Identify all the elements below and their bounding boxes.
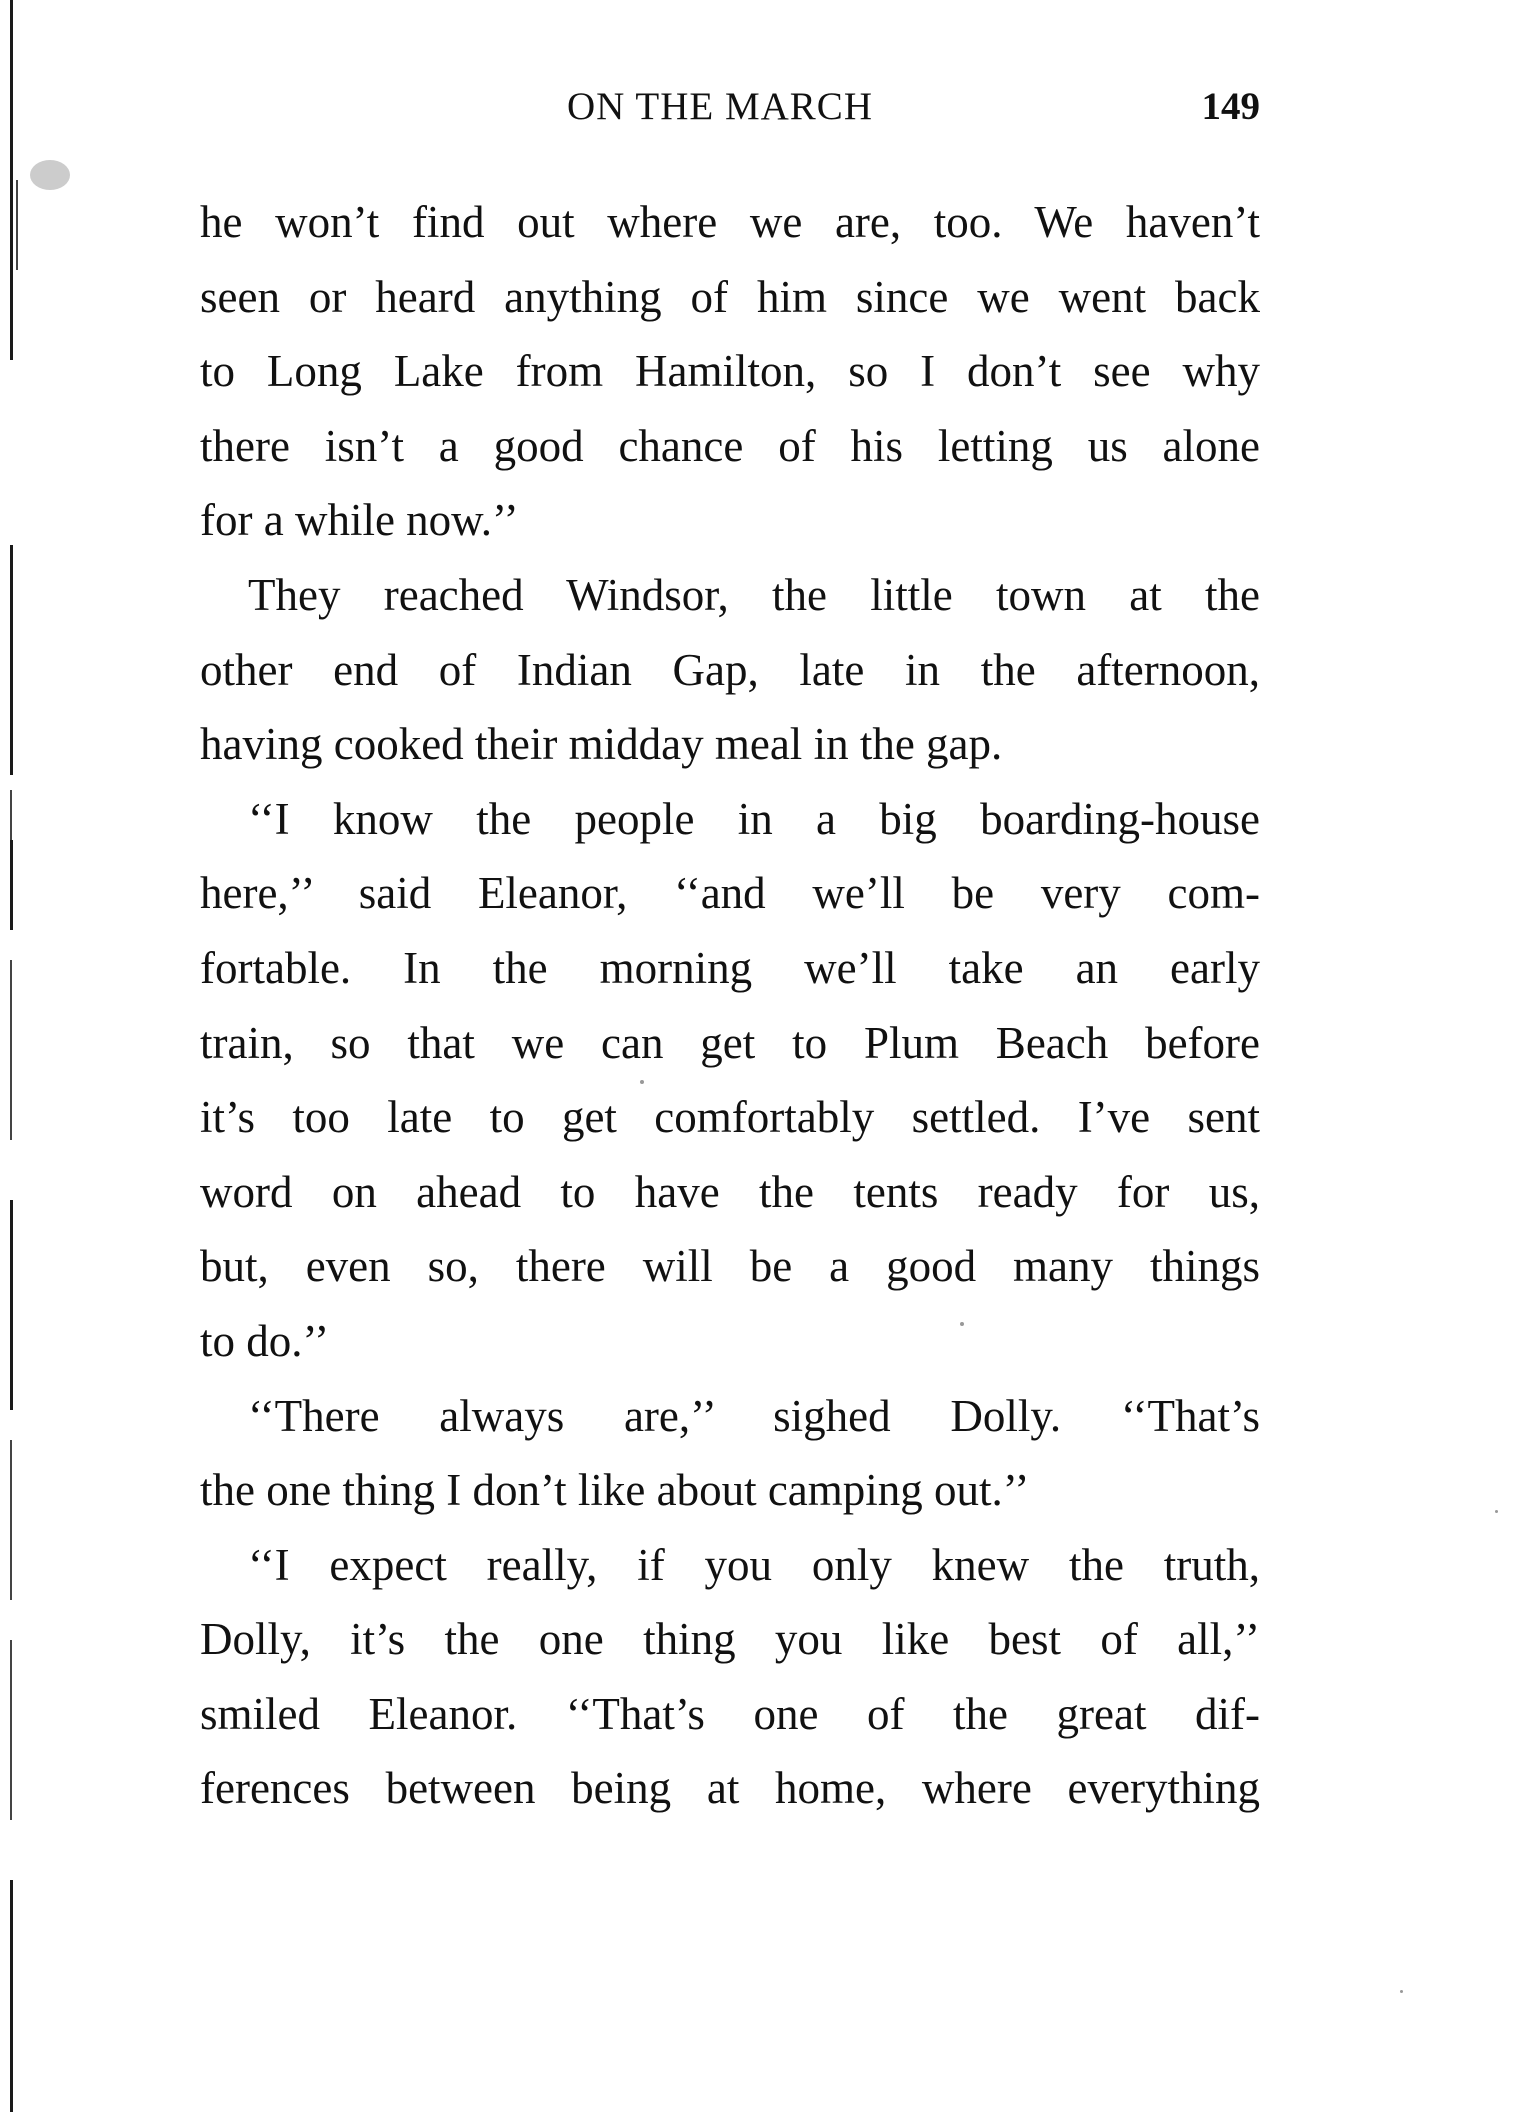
- text-line: but, even so, there will be a good many things: [200, 1241, 1260, 1292]
- scan-speck: [30, 160, 70, 190]
- text-line: it’s too late to get comfortably settled. I’ve sent: [200, 1092, 1260, 1143]
- scan-edge-mark: [10, 1200, 13, 1410]
- text-line: the one thing I don’t like about camping out.’’: [200, 1465, 1030, 1516]
- text-line: he won’t find out where we are, too. We haven’t: [200, 197, 1260, 247]
- text-line: other end of Indian Gap, late in the afternoon,: [200, 644, 1260, 695]
- running-title: ON THE MARCH: [567, 85, 873, 128]
- page-number: 149: [1201, 85, 1260, 128]
- scan-edge-mark: [16, 180, 18, 270]
- scan-edge-mark: [10, 840, 13, 930]
- text-line: seen or heard anything of him since we went back: [200, 271, 1260, 322]
- scan-edge-mark: [10, 1880, 13, 2112]
- scan-edge-mark: [10, 0, 13, 360]
- text-line: fortable. In the morning we’ll take an early: [200, 942, 1260, 993]
- text-line: there isn’t a good chance of his letting us alone: [200, 420, 1260, 471]
- scan-speck: [1400, 1990, 1403, 1993]
- scan-edge-mark: [10, 545, 13, 775]
- text-line: train, so that we can get to Plum Beach before: [200, 1017, 1260, 1068]
- scan-edge-mark: [10, 1640, 12, 1820]
- text-line: smiled Eleanor. ‘‘That’s one of the great dif-: [200, 1688, 1260, 1739]
- text-line: They reached Windsor, the little town at the: [248, 569, 1260, 620]
- text-line: to Long Lake from Hamilton, so I don’t see why: [200, 346, 1260, 397]
- text-line: ferences between being at home, where everything: [200, 1763, 1260, 1814]
- text-line: for a while now.’’: [200, 495, 519, 546]
- scan-edge-mark: [10, 960, 12, 1140]
- text-line: having cooked their midday meal in the gap.: [200, 719, 1003, 770]
- text-line: ‘‘There always are,’’ sighed Dolly. ‘‘That’s: [248, 1390, 1260, 1441]
- text-line: word on ahead to have the tents ready for us,: [200, 1166, 1260, 1217]
- text-line: here,’’ said Eleanor, ‘‘and we’ll be very com-: [200, 868, 1260, 919]
- scan-speck: [1495, 1510, 1498, 1513]
- running-head: [200, 84, 1260, 144]
- text-line: to do.’’: [200, 1315, 330, 1366]
- body-text: [200, 185, 1260, 1826]
- text-line: ‘‘I know the people in a big boarding-house: [248, 793, 1260, 844]
- scan-edge-mark: [10, 1440, 12, 1600]
- text-line: Dolly, it’s the one thing you like best of all,’’: [200, 1614, 1260, 1665]
- text-line: ‘‘I expect really, if you only knew the truth,: [248, 1539, 1260, 1590]
